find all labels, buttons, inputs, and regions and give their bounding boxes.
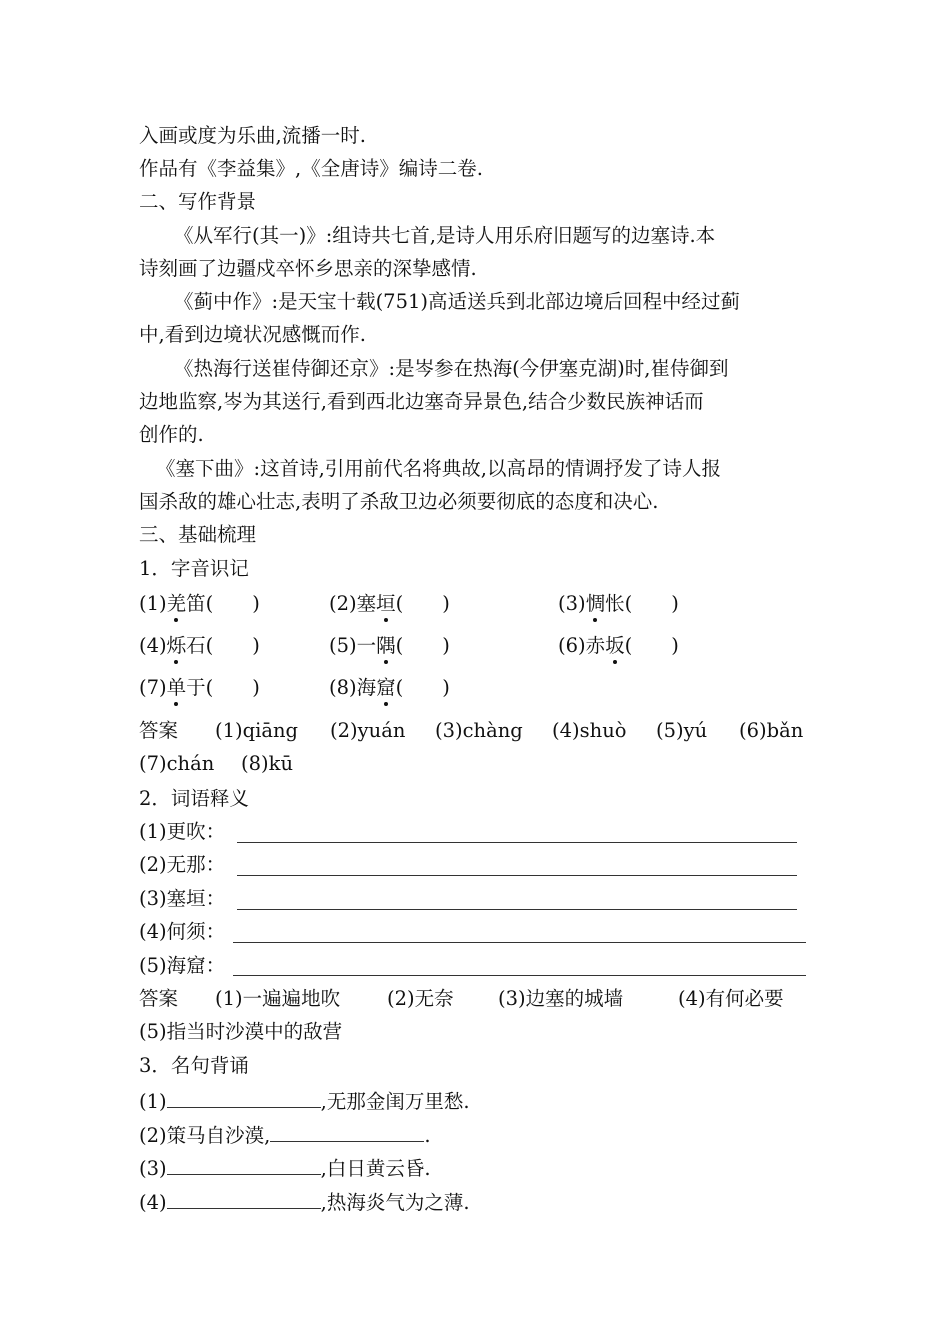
q1-answer-5: (5)yú	[656, 719, 708, 742]
answer-blank[interactable]: ( )	[395, 634, 450, 657]
q1-answer-7: (7)chán	[139, 752, 215, 775]
recitation-item-4: (4) ,热海炎气为之薄.	[139, 1188, 470, 1216]
answer-blank[interactable]: ( )	[395, 676, 450, 699]
pronunciation-item-8: (8)海窟( )	[329, 676, 450, 699]
q1-answer-1: (1)qiāng	[215, 719, 299, 742]
q1-answer-3: (3)chàng	[435, 719, 523, 742]
emphasis-char: 单	[166, 676, 187, 699]
answer-blank[interactable]: ( )	[205, 634, 260, 657]
paragraph-saixiaqu-line-2: 国杀敌的雄心壮志,表明了杀敌卫边必须要彻底的态度和决心.	[139, 490, 659, 513]
pronunciation-item-5: (5)一隅( )	[329, 634, 450, 657]
q2-answer-2: (2)无奈	[387, 987, 454, 1010]
emphasis-char: 窟	[376, 676, 396, 699]
q2-item-2-blank[interactable]	[237, 875, 797, 876]
section-heading-basics: 三、基础梳理	[139, 523, 257, 546]
emphasis-char: 惆	[585, 592, 606, 615]
paragraph-rehaixing-line-2: 边地监察,岑为其送行,看到西北边塞奇异景色,结合少数民族神话而	[139, 390, 704, 413]
q2-answer-label: 答案	[139, 987, 179, 1010]
emphasis-char: 烁	[166, 634, 187, 657]
emphasis-char: 坂	[605, 634, 625, 657]
q2-item-4-label: (4)何须：	[139, 920, 226, 943]
q1-answer-label: 答案	[139, 719, 179, 742]
answer-blank[interactable]: ( )	[395, 592, 450, 615]
emphasis-char: 垣	[376, 592, 396, 615]
section-heading-background: 二、写作背景	[139, 190, 257, 213]
answer-blank[interactable]: ( )	[624, 592, 679, 615]
q2-item-2-label: (2)无那：	[139, 853, 226, 876]
recitation-item-2: (2)策马自沙漠, .	[139, 1121, 431, 1149]
q2-item-5-label: (5)海窟：	[139, 954, 226, 977]
q2-item-3-blank[interactable]	[237, 909, 797, 910]
recitation-item-3: (3) ,白日黄云昏.	[139, 1154, 431, 1182]
paragraph-jizhongzuo-line-2: 中,看到边境状况感慨而作.	[139, 323, 366, 346]
recitation-blank[interactable]	[167, 1154, 321, 1175]
q2-title: 2．词语释义	[139, 787, 249, 810]
answer-blank[interactable]: ( )	[205, 676, 260, 699]
q1-title: 1．字音识记	[139, 557, 249, 580]
q2-item-3-label: (3)塞垣：	[139, 887, 226, 910]
q2-answer-1: (1)一遍遍地吹	[215, 987, 341, 1010]
pronunciation-item-3: (3)惆怅( )	[558, 592, 679, 615]
q1-answer-4: (4)shuò	[552, 719, 627, 742]
intro-line-2: 作品有《李益集》,《全唐诗》编诗二卷.	[139, 157, 483, 180]
q3-title: 3．名句背诵	[139, 1054, 249, 1077]
q1-answer-8: (8)kū	[241, 752, 293, 775]
q1-answer-2: (2)yuán	[330, 719, 406, 742]
q2-answer-4: (4)有何必要	[678, 987, 784, 1010]
pronunciation-item-6: (6)赤坂( )	[558, 634, 679, 657]
pronunciation-item-7: (7)单于( )	[139, 676, 260, 699]
q2-answer-3: (3)边塞的城墙	[498, 987, 624, 1010]
answer-blank[interactable]: ( )	[205, 592, 260, 615]
emphasis-char: 羌	[166, 592, 187, 615]
emphasis-char: 隅	[376, 634, 396, 657]
paragraph-jizhongzuo-line-1: 《蓟中作》:是天宝十载(751)高适送兵到北部边境后回程中经过蓟	[174, 290, 741, 313]
paragraph-rehaixing-line-1: 《热海行送崔侍御还京》:是岑参在热海(今伊塞克湖)时,崔侍御到	[174, 357, 729, 380]
paragraph-saixiaqu-line-1: 《塞下曲》:这首诗,引用前代名将典故,以高昂的情调抒发了诗人报	[156, 457, 721, 480]
recitation-blank[interactable]	[270, 1121, 424, 1142]
q1-answer-6: (6)bǎn	[739, 719, 804, 742]
recitation-blank[interactable]	[167, 1188, 321, 1209]
recitation-blank[interactable]	[167, 1087, 321, 1108]
paragraph-congjunxing-line-1: 《从军行(其一)》:组诗共七首,是诗人用乐府旧题写的边塞诗.本	[174, 224, 716, 247]
paragraph-rehaixing-line-3: 创作的.	[139, 423, 204, 446]
q2-answer-5: (5)指当时沙漠中的敌营	[139, 1020, 343, 1043]
q2-item-1-blank[interactable]	[237, 842, 797, 843]
pronunciation-item-2: (2)塞垣( )	[329, 592, 450, 615]
paragraph-congjunxing-line-2: 诗刻画了边疆戍卒怀乡思亲的深挚感情.	[139, 257, 477, 280]
answer-blank[interactable]: ( )	[624, 634, 679, 657]
intro-line-1: 入画或度为乐曲,流播一时.	[139, 124, 366, 147]
pronunciation-item-4: (4)烁石( )	[139, 634, 260, 657]
q2-item-5-blank[interactable]	[233, 975, 806, 976]
q2-item-1-label: (1)更吹：	[139, 820, 226, 843]
q2-item-4-blank[interactable]	[233, 942, 806, 943]
pronunciation-item-1: (1)羌笛( )	[139, 592, 260, 615]
recitation-item-1: (1) ,无那金闺万里愁.	[139, 1087, 470, 1115]
